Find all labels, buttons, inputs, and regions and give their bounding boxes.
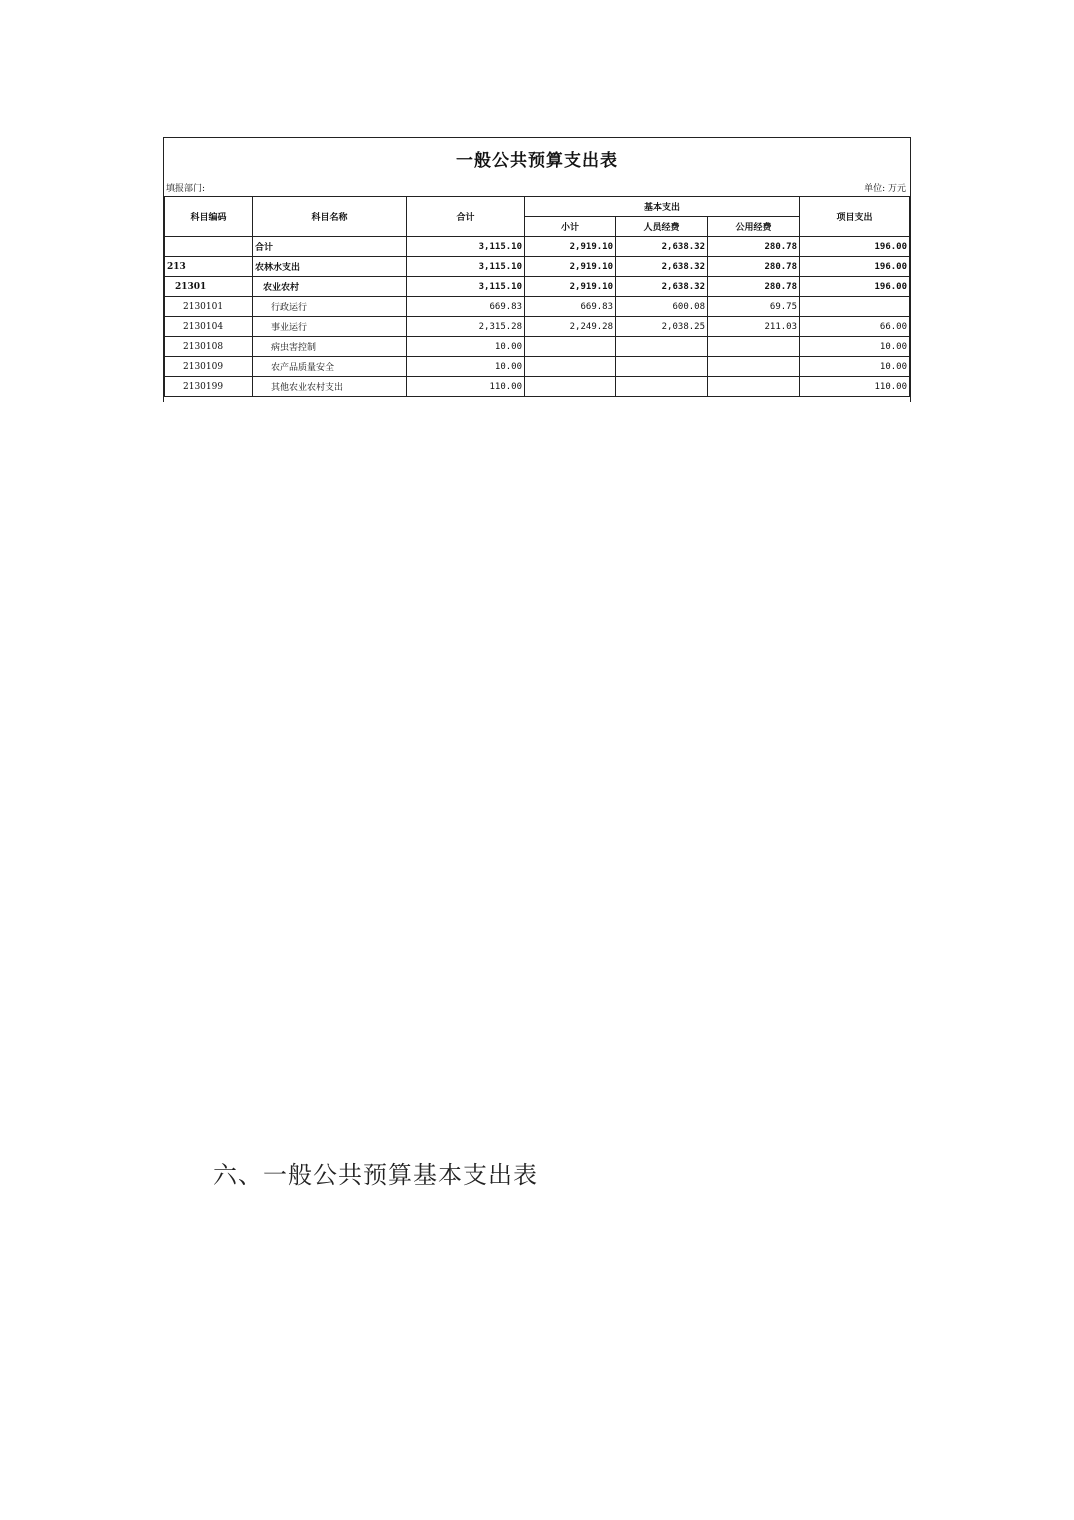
department-label: 填报部门: [166, 184, 206, 194]
cell-name: 农业农村 [253, 277, 407, 297]
table-row [165, 297, 910, 317]
cell-public: 280.78 [708, 257, 800, 277]
header-basic: 基本支出 [525, 197, 800, 217]
header-subtotal: 小计 [525, 217, 616, 237]
table-row [165, 257, 910, 277]
cell-personnel: 2,638.32 [616, 257, 708, 277]
cell-project: 110.00 [800, 377, 910, 397]
budget-sheet [163, 137, 911, 402]
cell-personnel [616, 377, 708, 397]
cell-name: 其他农业农村支出 [253, 377, 407, 397]
cell-name: 合计 [253, 237, 407, 257]
cell-code: 2130104 [165, 317, 253, 337]
cell-project: 10.00 [800, 357, 910, 377]
table-row [165, 337, 910, 357]
cell-public: 69.75 [708, 297, 800, 317]
cell-project: 196.00 [800, 237, 910, 257]
expenditure-table [164, 196, 910, 397]
header-personnel: 人员经费 [616, 217, 708, 237]
cell-code [165, 237, 253, 257]
header-name: 科目名称 [253, 197, 407, 237]
cell-total: 10.00 [407, 337, 525, 357]
header-public: 公用经费 [708, 217, 800, 237]
cell-code: 2130109 [165, 357, 253, 377]
cell-name: 农产品质量安全 [253, 357, 407, 377]
table-row [165, 357, 910, 377]
cell-public [708, 357, 800, 377]
unit-label: 单位: 万元 [864, 184, 906, 194]
cell-code: 2130108 [165, 337, 253, 357]
header-total: 合计 [407, 197, 525, 237]
cell-public [708, 377, 800, 397]
cell-project: 196.00 [800, 257, 910, 277]
table-row [165, 377, 910, 397]
cell-subtotal: 2,249.28 [525, 317, 616, 337]
cell-subtotal: 2,919.10 [525, 277, 616, 297]
cell-code: 21301 [165, 277, 253, 297]
header-project: 项目支出 [800, 197, 910, 237]
cell-personnel: 2,638.32 [616, 277, 708, 297]
cell-code: 2130199 [165, 377, 253, 397]
cell-subtotal: 2,919.10 [525, 237, 616, 257]
cell-total: 3,115.10 [407, 257, 525, 277]
cell-total: 2,315.28 [407, 317, 525, 337]
cell-name: 农林水支出 [253, 257, 407, 277]
cell-public: 211.03 [708, 317, 800, 337]
cell-code: 2130101 [165, 297, 253, 317]
section-heading: 六、一般公共预算基本支出表 [213, 1161, 538, 1189]
cell-personnel: 2,638.32 [616, 237, 708, 257]
cell-total: 3,115.10 [407, 237, 525, 257]
cell-subtotal: 2,919.10 [525, 257, 616, 277]
cell-code: 213 [165, 257, 253, 277]
cell-total: 110.00 [407, 377, 525, 397]
cell-name: 事业运行 [253, 317, 407, 337]
table-title: 一般公共预算支出表 [456, 151, 618, 171]
cell-personnel: 600.08 [616, 297, 708, 317]
table-row [165, 237, 910, 257]
cell-project [800, 297, 910, 317]
cell-public: 280.78 [708, 277, 800, 297]
cell-total: 10.00 [407, 357, 525, 377]
cell-project: 10.00 [800, 337, 910, 357]
cell-total: 669.83 [407, 297, 525, 317]
cell-project: 66.00 [800, 317, 910, 337]
cell-subtotal [525, 377, 616, 397]
cell-subtotal: 669.83 [525, 297, 616, 317]
cell-subtotal [525, 357, 616, 377]
cell-personnel [616, 337, 708, 357]
cell-subtotal [525, 337, 616, 357]
cell-personnel [616, 357, 708, 377]
cell-name: 病虫害控制 [253, 337, 407, 357]
cell-public: 280.78 [708, 237, 800, 257]
cell-public [708, 337, 800, 357]
table-row [165, 277, 910, 297]
cell-personnel: 2,038.25 [616, 317, 708, 337]
cell-project: 196.00 [800, 277, 910, 297]
cell-name: 行政运行 [253, 297, 407, 317]
cell-total: 3,115.10 [407, 277, 525, 297]
table-row [165, 317, 910, 337]
header-code: 科目编码 [165, 197, 253, 237]
